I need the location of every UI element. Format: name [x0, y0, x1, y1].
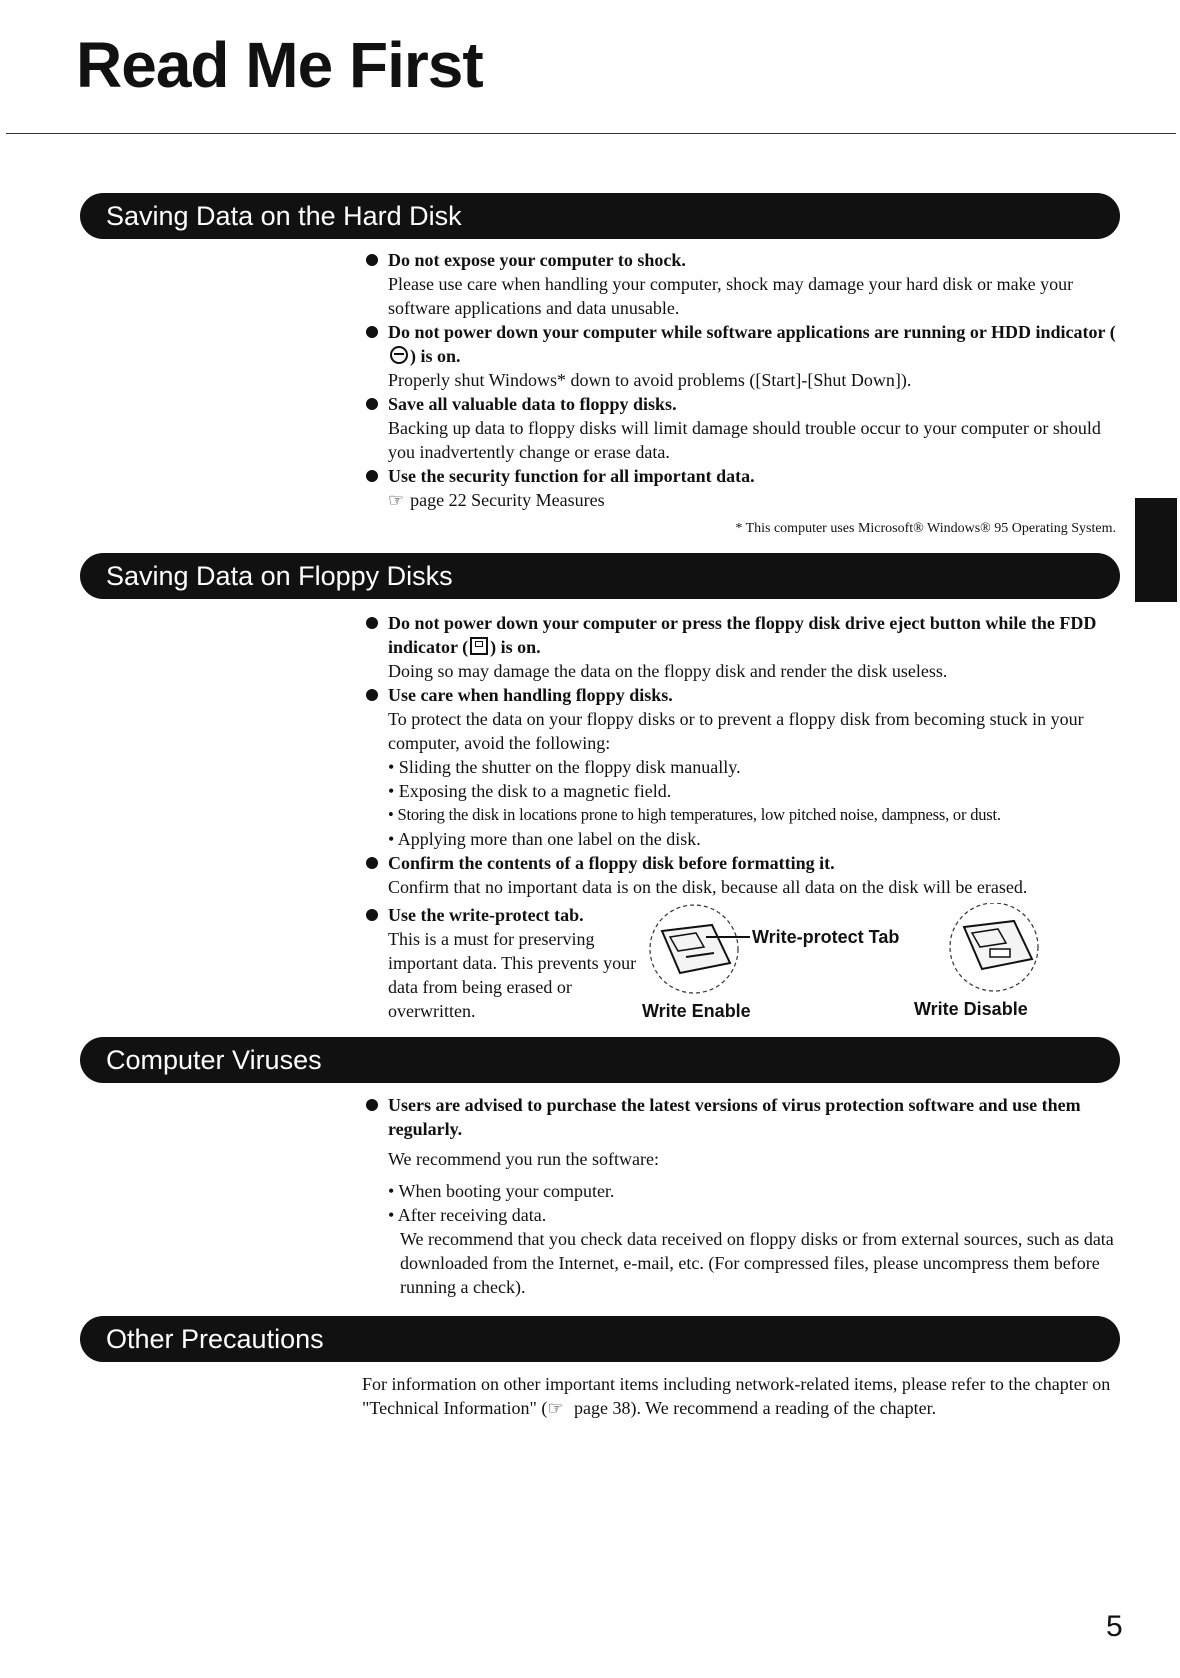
bullet-icon: [366, 1099, 378, 1111]
write-protect-figure: [634, 903, 1064, 1025]
bullet-icon: [366, 470, 378, 482]
section-header-floppy: Saving Data on Floppy Disks: [80, 553, 1120, 599]
item-heading: Use care when handling floppy disks.: [388, 685, 673, 705]
fdd-indicator-icon: [470, 637, 488, 655]
sub-item-detail: We recommend that you check data received on floppy disks or from external sources, such as data downloaded from the Internet, e-mail, etc. (For compressed files, please uncompress them before running a check).: [400, 1229, 1114, 1297]
list-item: [366, 903, 1118, 1023]
sub-item: • Applying more than one label on the disk.: [388, 829, 701, 849]
item-body: Backing up data to floppy disks will limit damage should trouble occur to your computer or should you inadvertently change or erase data.: [388, 418, 1101, 462]
viruses-content: [366, 1093, 1118, 1299]
item-body: [388, 488, 1118, 513]
list-item: [366, 392, 1118, 464]
item-heading: Do not power down your computer while software applications are running or HDD indicator () is on.: [388, 322, 1116, 366]
list-item: [366, 683, 1118, 851]
item-body: Doing so may damage the data on the floppy disk and render the disk useless.: [388, 661, 948, 681]
item-heading: Users are advised to purchase the latest versions of virus protection software and use them regularly.: [388, 1095, 1081, 1139]
hdd-indicator-icon: [390, 346, 408, 364]
bullet-icon: [366, 254, 378, 266]
write-protect-text: [388, 903, 638, 1023]
section-header-other: Other Precautions: [80, 1316, 1120, 1362]
security-reference[interactable]: page 22 Security Measures: [410, 490, 605, 510]
item-body: Properly shut Windows* down to avoid problems ([Start]-[Shut Down]).: [388, 370, 912, 390]
write-disable-floppy-icon: [950, 903, 1038, 991]
item-heading: Do not expose your computer to shock.: [388, 250, 686, 270]
write-protect-tab-label: Write-protect Tab: [752, 927, 900, 947]
list-item: [366, 464, 1118, 513]
bullet-icon: [366, 398, 378, 410]
write-enable-label: Write Enable: [642, 1001, 751, 1021]
list-item: [366, 248, 1118, 320]
pointing-hand-icon: ☞: [388, 490, 405, 511]
floppy-content: [366, 611, 1118, 1023]
item-body: This is a must for preserving important data. This prevents your data from being erased or overwritten.: [388, 929, 637, 1021]
list-item: [366, 320, 1118, 392]
bullet-icon: [366, 909, 378, 921]
item-body: To protect the data on your floppy disks or to prevent a floppy disk from becoming stuck in your computer, avoid the following:: [388, 709, 1084, 753]
hard-disk-content: [366, 248, 1118, 541]
item-heading: Do not power down your computer or press the floppy disk drive eject button while the FDD indicator ( ) is on.: [388, 613, 1097, 657]
list-item: [366, 611, 1118, 683]
bullet-icon: [366, 689, 378, 701]
pointing-hand-icon: ☞: [547, 1398, 564, 1419]
sub-item: • Exposing the disk to a magnetic field.: [388, 781, 672, 801]
item-heading: Confirm the contents of a floppy disk before formatting it.: [388, 853, 835, 873]
write-disable-label: Write Disable: [914, 999, 1028, 1019]
list-item: [366, 851, 1118, 899]
chapter-tab-marker: [1135, 498, 1177, 602]
item-heading: Use the security function for all important data.: [388, 466, 755, 486]
section-header-viruses: Computer Viruses: [80, 1037, 1120, 1083]
page-title: Read Me First: [76, 29, 483, 101]
bullet-icon: [366, 326, 378, 338]
sub-item: • Sliding the shutter on the floppy disk manually.: [388, 757, 741, 777]
write-enable-floppy-icon: [650, 905, 738, 993]
sub-item: • Storing the disk in locations prone to high temperatures, low pitched noise, dampness, or dust.: [388, 805, 1001, 824]
footnote: * This computer uses Microsoft® Windows® 95 Operating System.: [735, 521, 1116, 536]
section-header-hard-disk: Saving Data on the Hard Disk: [80, 193, 1120, 239]
other-precautions-text: For information on other important items including network-related items, please refer to the chapter on "Technical Information" (☞ page 38). We recommend a reading of the chapter.: [362, 1374, 1111, 1419]
bullet-icon: [366, 617, 378, 629]
sub-item: • When booting your computer.: [388, 1181, 615, 1201]
title-divider: [6, 133, 1176, 134]
list-item: [366, 1093, 1118, 1299]
sub-item: • After receiving data.: [388, 1205, 547, 1225]
item-body: Confirm that no important data is on the disk, because all data on the disk will be erased.: [388, 877, 1028, 897]
bullet-icon: [366, 857, 378, 869]
item-body: We recommend you run the software:: [388, 1149, 659, 1169]
item-heading: Use the write-protect tab.: [388, 905, 584, 925]
page-number: 5: [1106, 1610, 1123, 1643]
item-heading: Save all valuable data to floppy disks.: [388, 394, 677, 414]
item-body: Please use care when handling your computer, shock may damage your hard disk or make your software applications and data unusable.: [388, 274, 1074, 318]
